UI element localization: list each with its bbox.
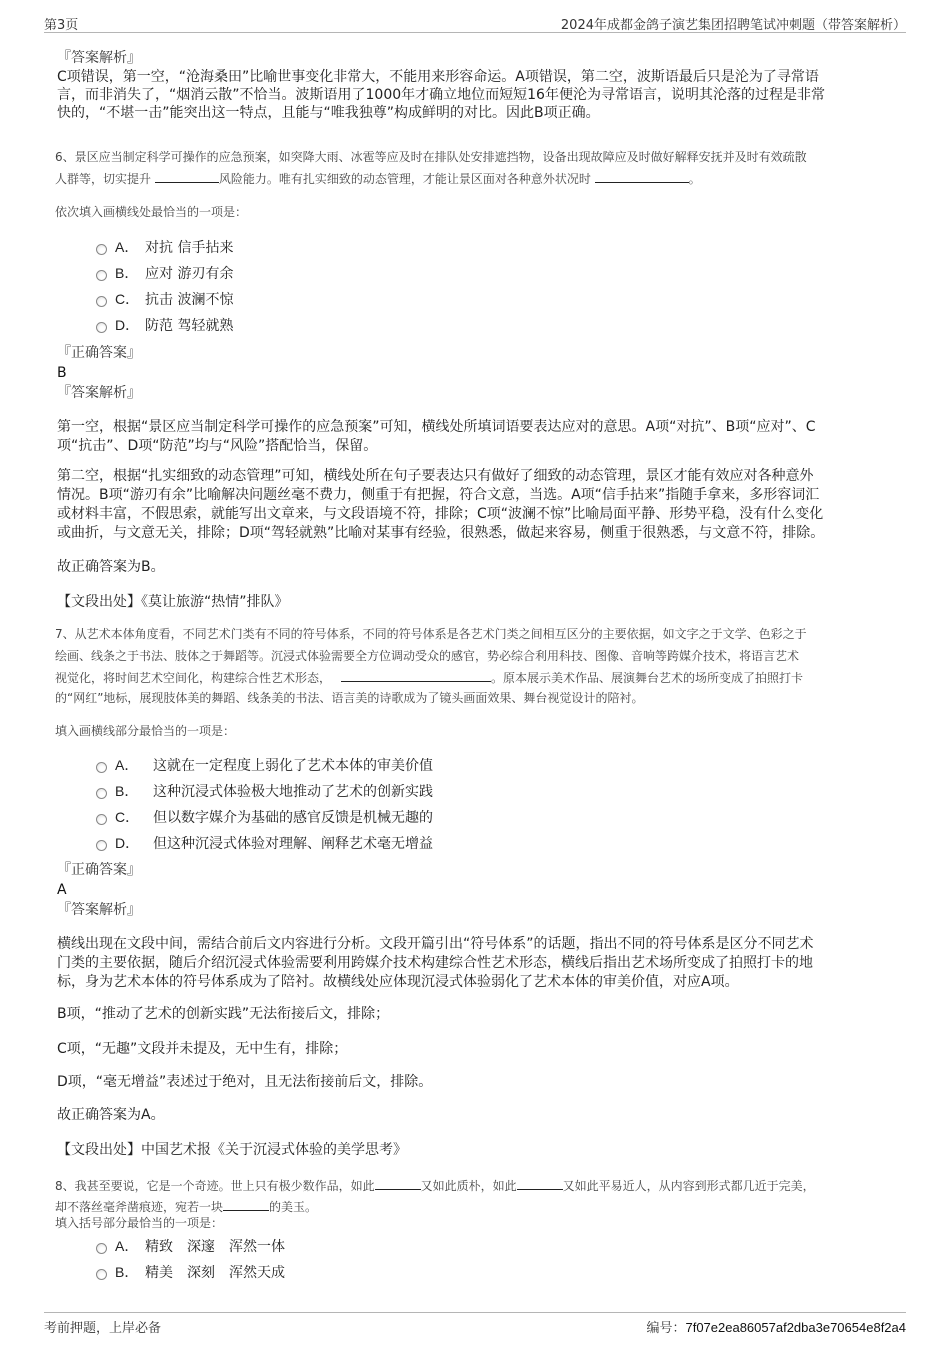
option-a[interactable]: A． 这就在一定程度上弱化了艺术本体的审美价值 [96, 752, 433, 778]
question-6-options [96, 234, 233, 338]
question-7-analysis-p1: 横线出现在文段中间，需结合前后文内容进行分析。文段开篇引出“符号体系”的话题，指出不同的符号体系是区分不同艺术 门类的主要依据，随后介绍沉浸式体验需要利用跨媒介技术构建综合性艺术形态，横线后指出艺术场所变成了拍照打卡的地 标，身为艺术本体的符号体系成为了陪衬。故横线处应体现沉浸式体验弱化了艺术本体的审美价值，对应A项。 [57, 936, 814, 990]
question-7-analysis-c: C项，“无趣”文段并未提及，无中生有，排除； [57, 1041, 348, 1057]
answer-blank [223, 1196, 269, 1211]
radio-icon[interactable] [96, 762, 107, 773]
radio-icon[interactable] [96, 788, 107, 799]
answer-blank [595, 168, 689, 183]
radio-icon[interactable] [96, 1243, 107, 1254]
page-footer [44, 1312, 906, 1335]
answer-blank [341, 667, 491, 682]
radio-icon[interactable] [96, 244, 107, 255]
question-6-stem: 6、景区应当制定科学可操作的应急预案，如突降大雨、冰雹等应及时在排队处安排遮挡物，设备出现故障应及时做好解释安抚并及时有效疏散 人群等，切实提升 风险能力。唯有扎实细致的动态管理，才能让景区面对各种意外状况时 。 [55, 150, 807, 186]
radio-icon[interactable] [96, 814, 107, 825]
answer-blank [155, 168, 219, 183]
option-a[interactable]: A． 对抗 信手拈来 [96, 234, 233, 260]
question-6-answer [57, 343, 905, 403]
question-7-answer [57, 860, 905, 920]
radio-icon[interactable] [96, 322, 107, 333]
analysis-label: 『答案解析』 [57, 902, 141, 918]
answer-blank [375, 1175, 421, 1190]
option-b[interactable]: B． 精美 深刻 浑然天成 [96, 1259, 285, 1285]
option-d[interactable]: D． 防范 驾轻就熟 [96, 312, 233, 338]
correct-answer: A [57, 882, 67, 898]
analysis-label: 『答案解析』 [57, 50, 141, 66]
option-b[interactable]: B． 这种沉浸式体验极大地推动了艺术的创新实践 [96, 778, 433, 804]
question-6-source: 【文段出处】《莫让旅游“热情”排队》 [57, 594, 289, 610]
question-7-source: 【文段出处】中国艺术报《关于沉浸式体验的美学思考》 [57, 1142, 407, 1158]
q5-analysis [57, 48, 905, 122]
footer-slogan: 考前押题，上岸必备 [44, 1321, 162, 1336]
document-code: 编号：7f07e2ea86057af2dba3e70654e8f2a4 [646, 1320, 906, 1336]
page-header [44, 10, 906, 33]
question-6-conclusion: 故正确答案为B。 [57, 559, 165, 575]
radio-icon[interactable] [96, 1269, 107, 1280]
question-7-conclusion: 故正确答案为A。 [57, 1107, 165, 1123]
correct-answer-label: 『正确答案』 [57, 862, 141, 878]
question-7-stem: 7、从艺术本体角度看，不同艺术门类有不同的符号体系，不同的符号体系是各艺术门类之间相互区分的主要依据，如文字之于文学、色彩之于 绘画、线条之于书法、肢体之于舞蹈等。沉浸式体验需要全方位调动受众的感官，势必综合利用科技、图像、音响等跨媒介技术，将语言艺术 视觉化，将时间艺术空间化，构建综合性艺术形态， 。原本展示美术作品、展演舞台艺术的场所变成了拍照打卡 的“网红”地标，展现肢体美的舞蹈、线条美的书法、语言美的诗歌成为了镜头画面效果、舞台视觉设计的陪衬。 [55, 627, 807, 705]
document-title: 2024年成都金鸽子演艺集团招聘笔试冲刺题（带答案解析） [560, 18, 906, 33]
correct-answer: B [57, 365, 67, 381]
option-a[interactable]: A． 精致 深邃 浑然一体 [96, 1233, 285, 1259]
question-8-prompt: 填入括号部分最恰当的一项是： [55, 1216, 224, 1230]
question-8-stem: 8、我甚至要说，它是一个奇迹。世上只有极少数作品，如此 又如此质朴，如此 又如此平易近人，从内容到形式都几近于完美， 却不落丝毫斧凿痕迹，宛若一块 的美玉。 [55, 1175, 902, 1217]
radio-icon[interactable] [96, 296, 107, 307]
analysis-label: 『答案解析』 [57, 385, 141, 401]
question-6-prompt: 依次填入画横线处最恰当的一项是： [55, 205, 248, 219]
option-c[interactable]: C． 但以数字媒介为基础的感官反馈是机械无趣的 [96, 804, 433, 830]
question-7-analysis-b: B项，“推动了艺术的创新实践”无法衔接后文，排除； [57, 1006, 390, 1022]
answer-blank [517, 1175, 563, 1190]
radio-icon[interactable] [96, 270, 107, 281]
question-8-options [96, 1233, 285, 1285]
analysis-text: C项错误，第一空，“沧海桑田”比喻世事变化非常大，不能用来形容命运。A项错误，第二空，波斯语最后只是沦为了寻常语 言，而非消失了，“烟消云散”不恰当。波斯语用了1000年才确立地位而短短16年便沦为寻常语言，说明其沦落的过程是非常 快的，“不堪一击”能突出这一特点，且能与“唯我独尊”构成鲜明的对比。因此B项正确。 [57, 69, 825, 121]
option-d[interactable]: D． 但这种沉浸式体验对理解、阐释艺术毫无增益 [96, 830, 433, 856]
page-number: 第3页 [44, 18, 79, 33]
option-b[interactable]: B． 应对 游刃有余 [96, 260, 233, 286]
correct-answer-label: 『正确答案』 [57, 345, 141, 361]
question-7-options [96, 752, 433, 856]
question-6-analysis-p1: 第一空，根据“景区应当制定科学可操作的应急预案”可知，横线处所填词语要表达应对的意思。A项“对抗”、B项“应对”、C 项“抗击”、D项“防范”均与“风险”搭配恰当，保留。 [57, 419, 816, 454]
question-6-analysis-p2: 第二空，根据“扎实细致的动态管理”可知，横线处所在句子要表达只有做好了细致的动态管理，景区才能有效应对各种意外 情况。B项“游刃有余”比喻解决问题丝毫不费力，侧重于有把握，符合文意，当选。A项“信手拈来”指随手拿来，多形容词汇 或材料丰富，不假思索，就能写出文章来，与文段语境不符，排除；C项“波澜不惊”比喻局面平静、形势平稳，没有什么变化 或曲折，与文意无关，排除；D项“驾轻就熟”比喻对某事有经验，很熟悉，做起来容易，侧重于很熟悉，与文意不符，排除。 [57, 468, 825, 541]
radio-icon[interactable] [96, 840, 107, 851]
question-7-analysis-d: D项，“毫无增益”表述过于绝对，且无法衔接前后文，排除。 [57, 1074, 433, 1090]
option-c[interactable]: C． 抗击 波澜不惊 [96, 286, 233, 312]
question-7-prompt: 填入画横线部分最恰当的一项是： [55, 724, 236, 738]
